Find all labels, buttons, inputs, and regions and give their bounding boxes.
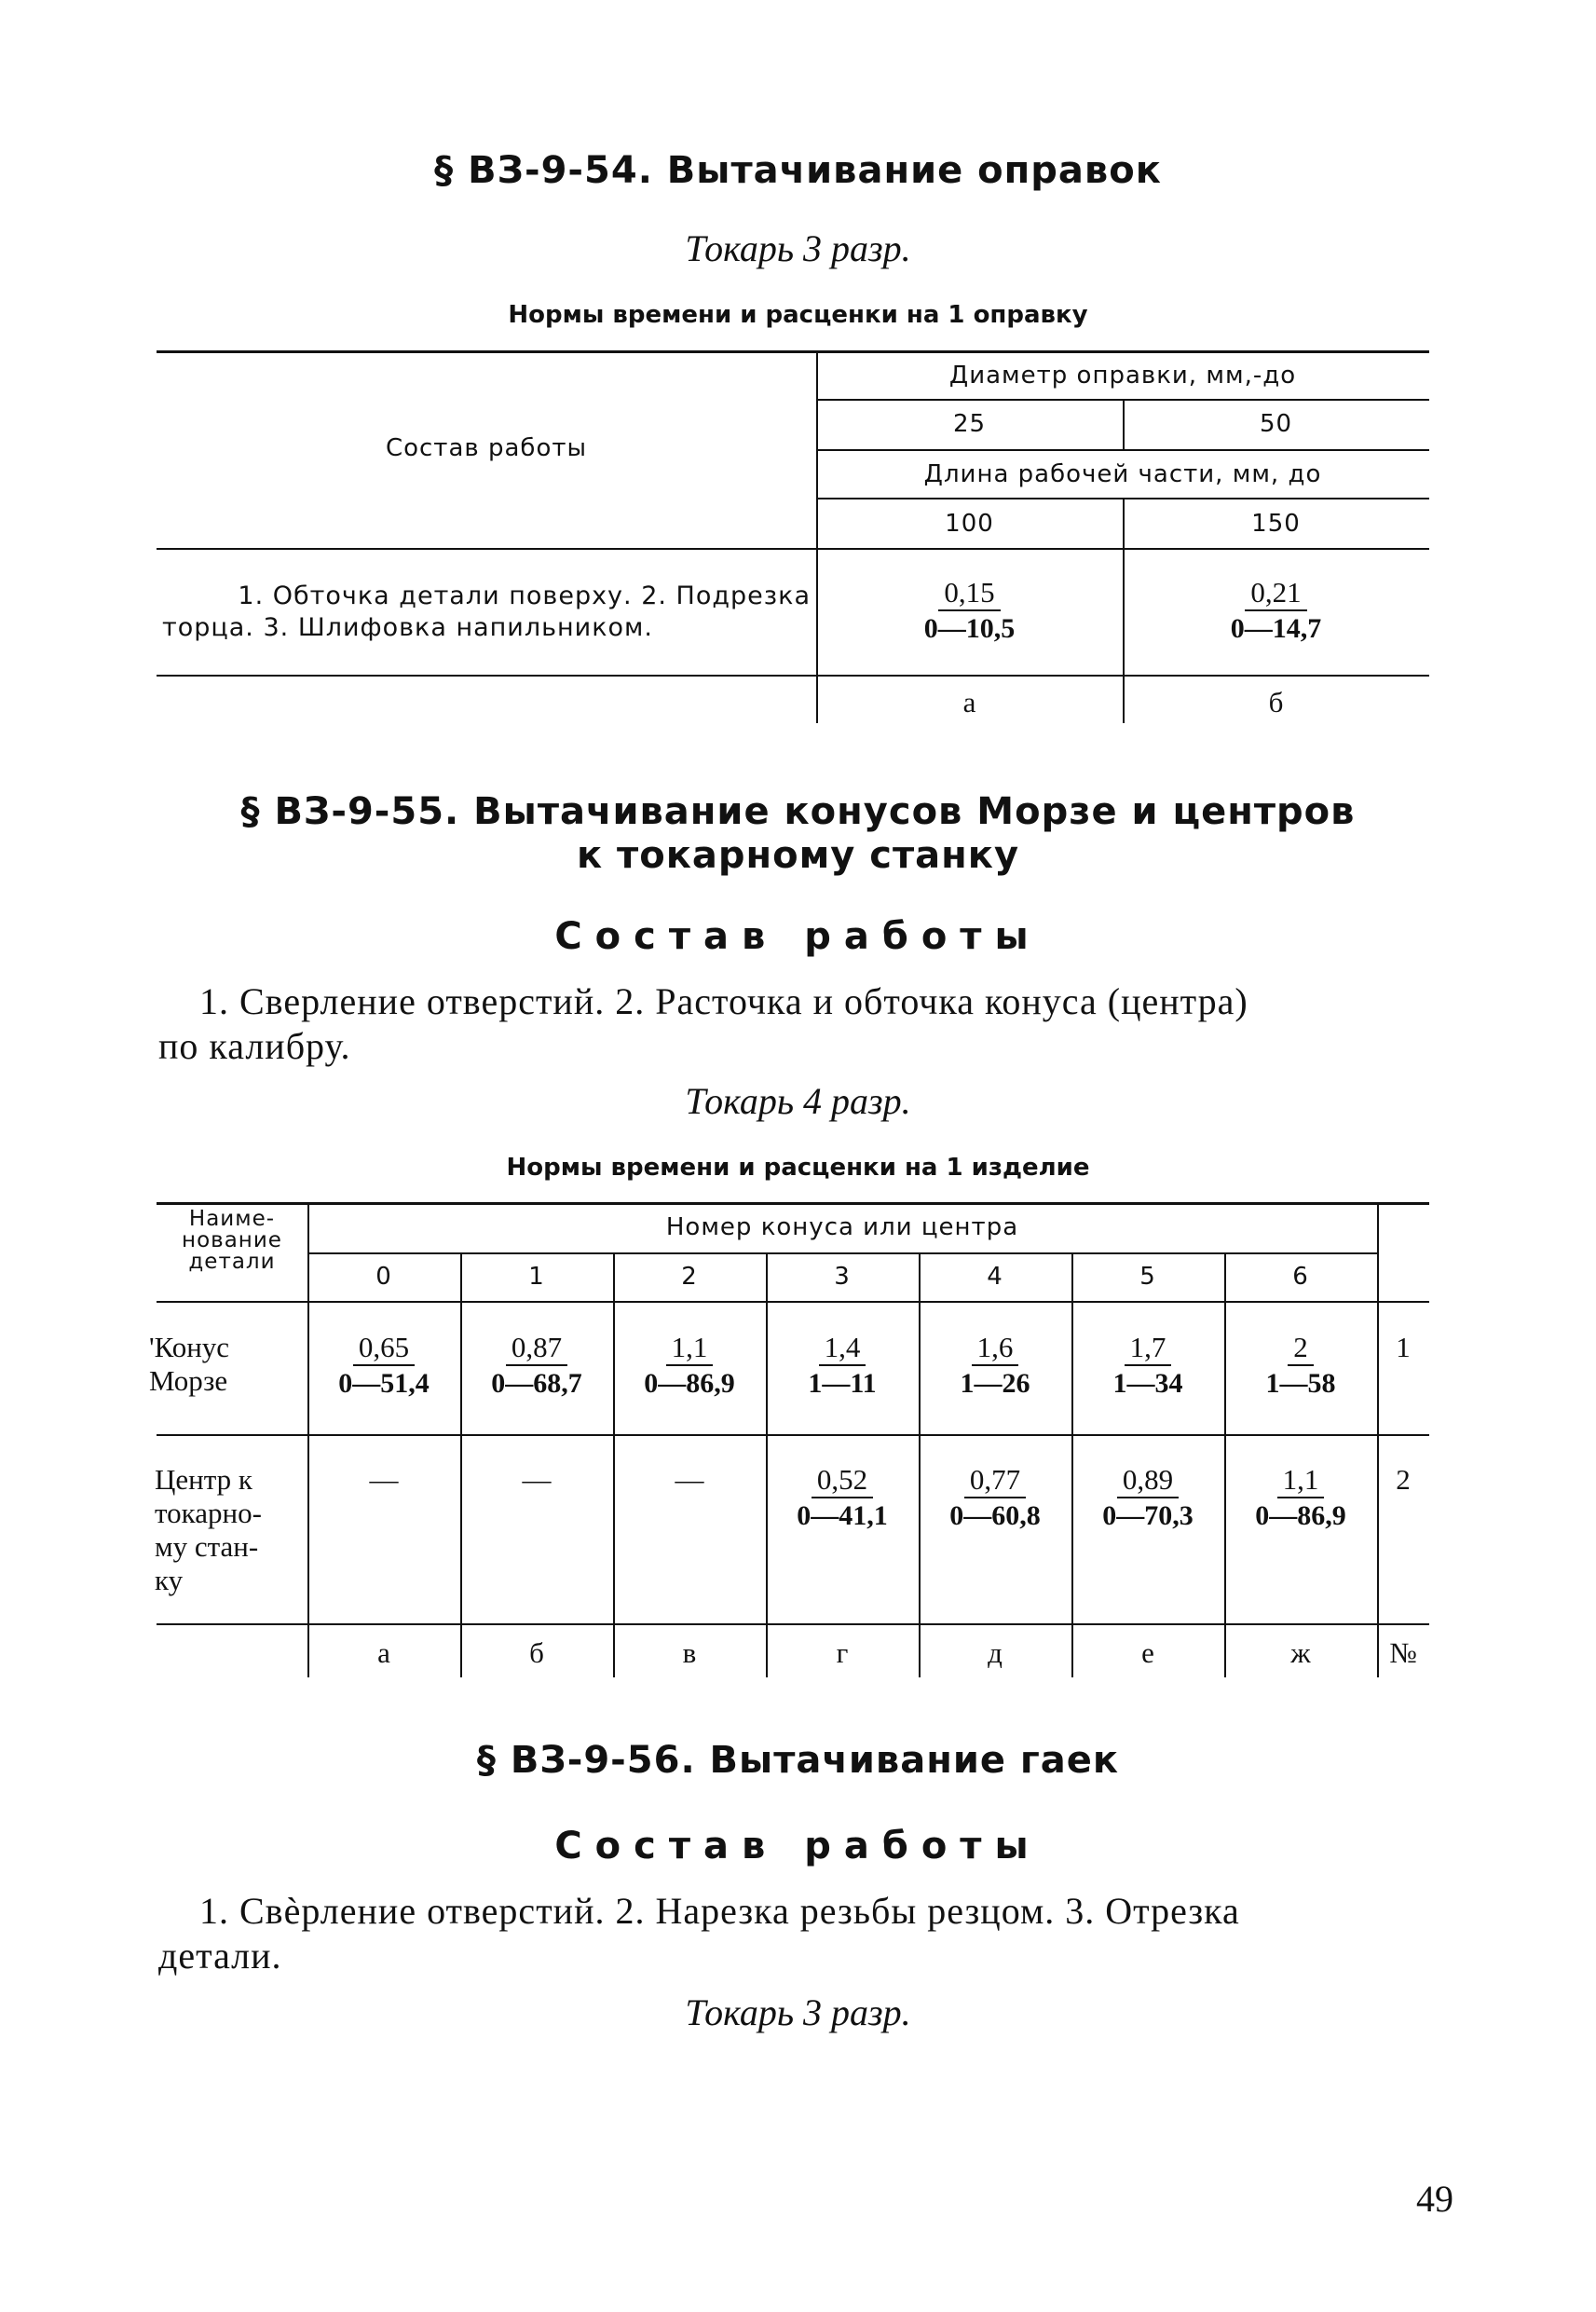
- table-2-col-letter-d: д: [988, 1636, 1003, 1669]
- table-1-rate-b: 0—14,7: [1230, 613, 1322, 644]
- table-2-row-1-rate-5: 1—34: [1112, 1368, 1183, 1399]
- table-2-header-name-line1: Наиме-: [188, 1207, 276, 1231]
- section-3-worker: Токарь 3 разр.: [685, 1991, 911, 2033]
- table-2-row-1-norm-4: 1,6: [972, 1331, 1019, 1366]
- table-2-col-letter-v: в: [682, 1636, 697, 1669]
- table-2-row-2-norm-3: 0,52: [812, 1463, 873, 1498]
- table-2-row-1-rate-3: 1—11: [808, 1368, 877, 1399]
- section-2-composition-line2: по калибру.: [158, 1025, 351, 1067]
- table-2-row-2-cell-4: [919, 1463, 1071, 1534]
- section-2-worker: Токарь 4 разр.: [685, 1080, 911, 1122]
- section-2-title-line2: к токарному станку: [576, 834, 1020, 877]
- table-1-value-a: [816, 576, 1123, 647]
- table-2-col-letter-zh: ж: [1290, 1636, 1311, 1669]
- table-2-row-1-name-line1: 'Конус: [149, 1331, 230, 1363]
- table-1-header-diameter: Диаметр оправки, мм,-до: [948, 362, 1297, 390]
- table-2-number-6: 6: [1292, 1263, 1309, 1291]
- table-1-caption: Нормы времени и расценки на 1 оправку: [508, 301, 1088, 329]
- table-2-row-1-cell-4: [919, 1331, 1071, 1402]
- table-2-row-1-name: [149, 1331, 306, 1398]
- table-2-row-2-number: 2: [1396, 1463, 1411, 1496]
- table-2-header-name-line2: нование: [182, 1228, 282, 1252]
- table-1-row-text-line2: торца. 3. Шлифовка напильником.: [162, 613, 653, 642]
- table-2-row-2-norm-6: 1,1: [1277, 1463, 1325, 1498]
- table-1-row-text-line1: 1. Обточка детали поверху. 2. Подрезка: [238, 581, 811, 610]
- table-2-row-2-dash-1: —: [522, 1463, 552, 1496]
- table-2-number-3: 3: [834, 1263, 851, 1291]
- table-2-row-1-cell-2: [613, 1331, 766, 1402]
- table-2-row-2-name-line2: токарно-: [155, 1497, 262, 1529]
- table-1-header-composition: Состав работы: [385, 434, 588, 462]
- table-2-row-2-name: [155, 1463, 304, 1597]
- table-2-row-2-rate-4: 0—60,8: [949, 1500, 1041, 1531]
- table-1-rate-a: 0—10,5: [923, 613, 1016, 644]
- section-2-title-line1: § ВЗ-9-55. Вытачивание конусов Морзе и центров: [240, 790, 1356, 833]
- table-2-row-1-name-line2: Морзе: [149, 1364, 228, 1397]
- table-1-norm-a: 0,15: [938, 576, 1000, 611]
- table-2-row-1-rate-0: 0—51,4: [338, 1368, 430, 1399]
- table-2-row-1-norm-3: 1,4: [819, 1331, 866, 1366]
- table-2-row-2-rate-6: 0—86,9: [1255, 1500, 1346, 1531]
- table-2-number-5: 5: [1139, 1263, 1156, 1291]
- table-2-row-2-norm-4: 0,77: [964, 1463, 1026, 1498]
- table-2-row-2-name-line1: Центр к: [155, 1463, 252, 1496]
- table-2-row-1-norm-2: 1,1: [666, 1331, 714, 1366]
- table-2-number-4: 4: [987, 1263, 1003, 1291]
- table-2-row-2-norm-5: 0,89: [1117, 1463, 1179, 1498]
- table-2-row-1-rate-2: 0—86,9: [644, 1368, 735, 1399]
- table-2-row-1-cell-3: [766, 1331, 919, 1402]
- page-number: 49: [1416, 2178, 1453, 2220]
- table-2-col-letter-b: б: [529, 1636, 544, 1669]
- table-1-col-letter-a: а: [962, 686, 976, 718]
- table-2-row-2-dash-0: —: [369, 1463, 399, 1496]
- table-1-value-b: [1123, 576, 1429, 647]
- table-2-col-letter-g: г: [836, 1636, 849, 1669]
- table-2-row-2-dash-2: —: [675, 1463, 704, 1496]
- table-2-row-1-norm-5: 1,7: [1125, 1331, 1172, 1366]
- table-2-header-name: [157, 1206, 307, 1275]
- table-2-row-2-name-line3: му стан-: [155, 1530, 259, 1563]
- table-2-header-name-line3: детали: [188, 1250, 276, 1274]
- table-2-col-letter-e: е: [1141, 1636, 1154, 1669]
- table-2-row-1-cell-1: [460, 1331, 613, 1402]
- section-1-title: § ВЗ-9-54. Вытачивание оправок: [434, 149, 1162, 192]
- table-2-col-letter-a: а: [377, 1636, 390, 1669]
- table-1-col-letter-b: б: [1268, 686, 1284, 718]
- table-2-row-2-rate-5: 0—70,3: [1102, 1500, 1194, 1531]
- section-3-title: § ВЗ-9-56. Вытачивание гаек: [476, 1739, 1120, 1782]
- table-2-row-1-norm-0: 0,65: [353, 1331, 415, 1366]
- table-2-row-2-cell-3: [766, 1463, 919, 1534]
- table-2-row-1-norm-6: 2: [1288, 1331, 1314, 1366]
- section-3-composition-heading: Состав работы: [554, 1825, 1042, 1867]
- table-2-number-sign: №: [1389, 1636, 1417, 1669]
- section-2-composition-heading: Состав работы: [554, 915, 1042, 958]
- table-2-number-2: 2: [681, 1263, 698, 1291]
- section-2-composition-line1: 1. Сверление отверстий. 2. Расточка и обточка конуса (центра): [199, 980, 1248, 1022]
- table-2-row-2-cell-6: [1224, 1463, 1377, 1534]
- table-2-row-1-norm-1: 0,87: [506, 1331, 567, 1366]
- section-3-composition-line1: 1. Свѐрление отверстий. 2. Нарезка резьбы резцом. 3. Отрезка: [199, 1890, 1240, 1932]
- table-1-length-150: 150: [1251, 510, 1301, 538]
- table-2-number-1: 1: [528, 1263, 545, 1291]
- table-2-row-1-cell-6: [1224, 1331, 1377, 1402]
- table-2-row-1-number: 1: [1396, 1331, 1411, 1363]
- table-2-row-1-cell-0: [307, 1331, 460, 1402]
- table-1-length-100: 100: [945, 510, 994, 538]
- table-1-diameter-50: 50: [1259, 410, 1293, 438]
- section-3-composition-line2: детали.: [158, 1935, 282, 1977]
- table-2-row-2-cell-5: [1071, 1463, 1224, 1534]
- table-2-row-1-rate-6: 1—58: [1265, 1368, 1336, 1399]
- table-1-diameter-25: 25: [952, 410, 987, 438]
- table-1-norm-b: 0,21: [1245, 576, 1306, 611]
- table-2-row-2-rate-3: 0—41,1: [797, 1500, 888, 1531]
- table-2-header-number: Номер конуса или центра: [665, 1213, 1019, 1241]
- table-2-number-0: 0: [375, 1263, 392, 1291]
- table-2-caption: Нормы времени и расценки на 1 изделие: [506, 1154, 1090, 1182]
- section-1-worker: Токарь 3 разр.: [685, 227, 911, 269]
- table-2-row-1-rate-1: 0—68,7: [491, 1368, 582, 1399]
- table-2-row-2-name-line4: ку: [155, 1564, 184, 1596]
- table-2-row-1-cell-5: [1071, 1331, 1224, 1402]
- table-1-header-length: Длина рабочей части, мм, до: [923, 460, 1322, 488]
- table-2-row-1-rate-4: 1—26: [960, 1368, 1030, 1399]
